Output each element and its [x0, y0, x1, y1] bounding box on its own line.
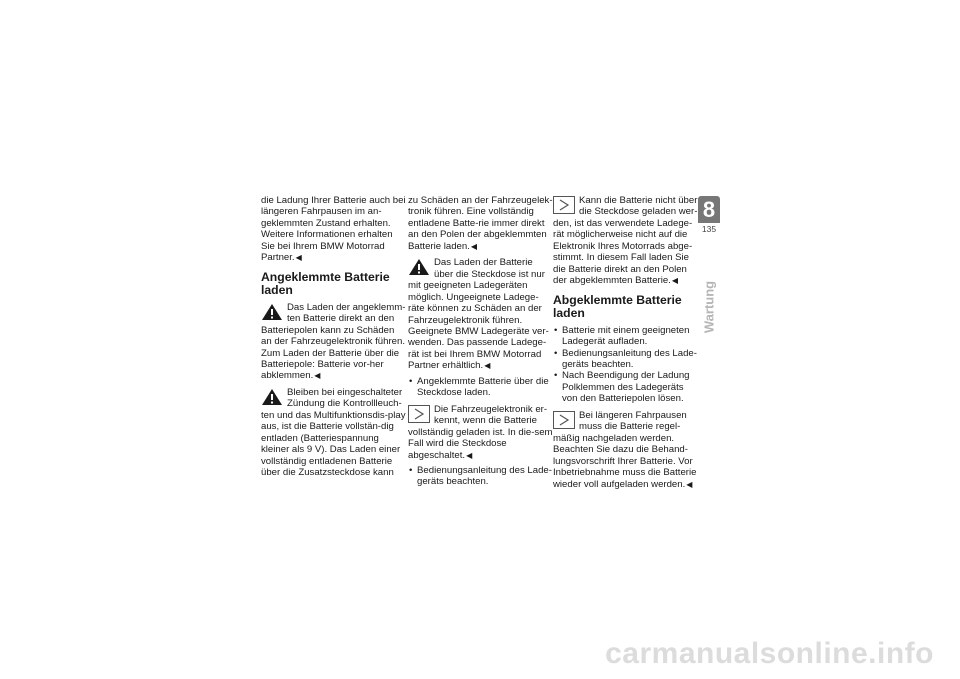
list-item: • Batterie mit einem geeigneten Ladegerät aufladen. [553, 325, 699, 348]
end-mark-icon: ◀ [295, 253, 302, 263]
bullet-list [408, 465, 554, 488]
warning-note: Das Laden der Batterie über die Steckdose ist nur mit geeigneten Ladegeräten möglich. Ungeeignete Ladege-räte können zu Schäden an der Fahrzeugelektronik führen. Geeignete BMW Ladegeräte ver-wenden. Das passende Ladege-rät ist bei Ihrem BMW Motorrad Partner erhältlich.◀ [408, 257, 549, 372]
chapter-marker [698, 196, 720, 240]
section-heading: Angeklemmte Batterie laden [261, 269, 390, 297]
paragraph: zu Schäden an der Fahrzeugelek-tronik führen. Eine vollständig entladene Batte-rie immer direkt an den Polen der abgeklemmten Batterie laden.◀ [408, 195, 553, 252]
warning-triangle-icon [408, 258, 430, 276]
paragraph: die Ladung Ihrer Batterie auch bei längeren Fahrpausen im an-geklemmten Zustand erhalten. Weitere Informationen erhalten Sie bei Ihrem BMW Motorrad Partner.◀ [261, 195, 406, 264]
info-note: Bei längeren Fahrpausen muss die Batterie regel-mäßig nachgeladen werden. Beachten Sie dazu die Behand-lungsvorschrift Ihrer Batterie. Vor Inbetriebnahme muss die Batterie wieder voll aufgeladen werden.◀ [553, 409, 697, 490]
note-arrow-icon [553, 196, 575, 214]
info-note: Kann die Batterie nicht über die Steckdose geladen wer-den, ist das verwendete Ladege-rät möglicherweise nicht auf die Elektronik Ihres Motorrads abge-stimmt. In diesem Fall laden Sie die Batterie direkt an den Polen der abgeklemmten Batterie.◀ [553, 195, 698, 287]
page-number: 135 [701, 224, 717, 234]
warning-triangle-icon [261, 388, 283, 406]
column-2 [408, 195, 554, 488]
chapter-title-vertical [697, 282, 721, 332]
info-note: Die Fahrzeugelektronik er-kennt, wenn die Batterie vollständig geladen ist. In die-sem Fall wird die Steckdose abgeschaltet.◀ [408, 403, 553, 461]
list-item: • Bedienungsanleitung des Lade-geräts beachten. [408, 465, 554, 488]
warning-note: Das Laden der angeklemm-ten Batterie direkt an den Batteriepolen kann zu Schäden an der Fahrzeugelektronik führen. Zum Laden der Batterie über die Batteriepole: Batterie vor-her abklemmen.◀ [261, 301, 406, 382]
warning-triangle-icon [261, 303, 283, 321]
end-mark-icon: ◀ [484, 361, 491, 371]
column-3 [553, 195, 699, 490]
chapter-number: 8 [698, 196, 720, 223]
end-mark-icon: ◀ [314, 371, 321, 381]
list-item: • Nach Beendigung der Ladung Polklemmen des Ladegeräts von den Batteriepolen lösen. [553, 370, 699, 404]
end-mark-icon: ◀ [470, 241, 478, 251]
end-mark-icon: ◀ [671, 276, 679, 286]
note-arrow-icon [408, 405, 430, 423]
list-item: • Bedienungsanleitung des Lade-geräts beachten. [553, 348, 699, 371]
list-item: • Angeklemmte Batterie über die Steckdose laden. [408, 376, 554, 399]
section-heading: Abgeklemmte Batterie laden [553, 292, 682, 320]
watermark: carmanualsonline.info [605, 637, 934, 670]
bullet-list [553, 325, 699, 405]
end-mark-icon: ◀ [466, 450, 473, 460]
warning-note: Bleiben bei eingeschalteter Zündung die Kontrollleuch-ten und das Multifunktionsdis-play aus, ist die Batterie vollstän-dig entladen (Batteriespannung kleiner als 9 V). Das Laden einer vollständig entladenen Batterie über die Zusatzsteckdose kann [261, 386, 406, 479]
bullet-list [408, 376, 554, 399]
column-1 [261, 195, 407, 479]
end-mark-icon: ◀ [686, 479, 693, 489]
chapter-title: Wartung [701, 280, 717, 334]
note-arrow-icon [553, 411, 575, 429]
